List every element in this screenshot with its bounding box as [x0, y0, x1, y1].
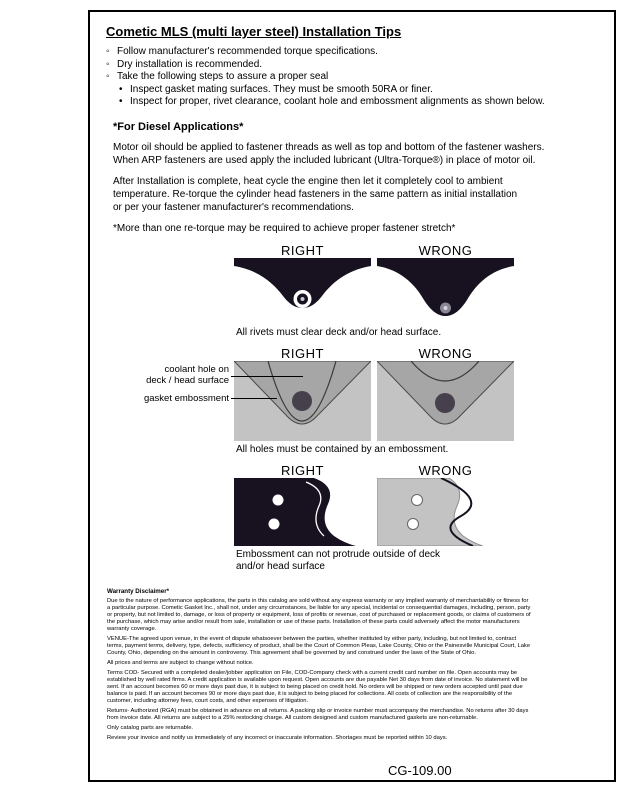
paragraph-line: When ARP fasteners are used apply the included lubricant (Ultra-Torque®) in place of motor oil.	[113, 154, 536, 166]
wrong-label: WRONG	[418, 462, 473, 478]
list-item	[106, 59, 604, 72]
figures-section	[143, 242, 514, 580]
page-frame	[88, 10, 616, 782]
deck-edge-right-diagram	[234, 478, 371, 546]
page-title: Cometic MLS (multi layer steel) Installation Tips	[106, 24, 402, 39]
disclaimer-paragraph: All prices and terms are subject to change without notice.	[107, 659, 254, 666]
right-label: RIGHT	[281, 345, 324, 361]
disclaimer-paragraph: VENUE-The agreed upon venue, in the event of dispute whatsoever between the parties, whether instituted by either party, including, but not limited to, contract terms, payment terms, delivery, type, defects, sufficiency of product, shall be the Court of Common Pleas, Lake County, Ohio or the Painesville Municipal Court, Lake County, Ohio, depending on the amount in controversy. This agreement shall be governed by and construed under the laws of the State of Ohio.	[107, 635, 531, 656]
pointer-line	[231, 376, 303, 377]
fig3-panels	[234, 478, 514, 546]
catalog-code: CG-109.00	[388, 763, 452, 778]
paragraph-line: After Installation is complete, heat cycle the engine then let it completely cool to ambient	[113, 175, 503, 187]
paragraph-line: *More than one re-torque may be required to achieve proper fastener stretch*	[113, 222, 456, 234]
diesel-applications-heading: *For Diesel Applications*	[113, 120, 244, 133]
coolant-hole-label: coolant hole on deck / head surface	[146, 363, 229, 386]
right-label: RIGHT	[281, 462, 324, 478]
bullet-icon: ◦	[106, 46, 110, 57]
sub-bullet-icon: •	[119, 83, 123, 95]
list-item-text: Follow manufacturer's recommended torque specifications.	[117, 46, 378, 57]
disclaimer-paragraph: Review your invoice and notify us immediately of any incorrect or inaccurate information. Shortages must be reported within 10 days.	[107, 734, 448, 741]
fig1-panels	[234, 258, 514, 324]
fig2-headers	[234, 346, 514, 361]
sub-list-item	[119, 96, 604, 109]
diesel-paragraph-1	[113, 141, 604, 167]
wrong-label: WRONG	[418, 345, 473, 361]
embossment-right-diagram	[234, 361, 371, 441]
fig1-headers	[234, 243, 514, 258]
diesel-paragraph-2	[113, 175, 604, 214]
list-item	[106, 46, 604, 59]
disclaimer-paragraph: Returns- Authorized (RGA) must be obtained in advance on all returns. A packing slip or invoice number must accompany the merchandise. No returns after 30 days from invoice date. All returns are subject to a 25% restocking charge. All custom designed and custom manufactured gaskets are non-returnable.	[107, 707, 529, 721]
sub-list-item-text: Inspect gasket mating surfaces. They must be smooth 50RA or finer.	[130, 83, 433, 95]
list-item-text: Dry installation is recommended.	[117, 58, 263, 70]
disclaimer-paragraph: Terms COD- Secured with a completed dealer/jobber application on File, COD-Company check with a current credit card number on file. Open accounts may be established by well rated firms. A credit application is available upon request. Open accounts are due payable Net 30 days from date of invoice. No statement will be sent. If an account becomes 60 or more days past due, it is subject to being placed on credit hold. No orders will be shipped or new orders accepted until past due balance is paid. If an account becomes 90 or more days past due, it is subject to being placed for collections. All costs of collection are the responsibility of the customer, including attorney fees, court costs, and other expenses of litigation.	[107, 669, 528, 704]
diesel-paragraph-3	[113, 222, 604, 235]
fig3-caption: Embossment can not protrude outside of deck and/or head surface	[236, 548, 441, 572]
pointer-line	[231, 398, 277, 399]
bullet-icon: ◦	[106, 58, 110, 70]
fig2-caption: All holes must be contained by an embossment.	[236, 443, 449, 455]
sub-list-item	[119, 84, 604, 97]
paragraph-line: Motor oil should be applied to fastener threads as well as top and bottom of the fastener washers.	[113, 141, 545, 153]
sub-list-item-text: Inspect for proper, rivet clearance, coolant hole and embossment alignments as shown below.	[130, 96, 545, 107]
bullet-icon: ◦	[106, 71, 110, 82]
right-label: RIGHT	[281, 242, 324, 258]
disclaimer-paragraph: Only catalog parts are returnable.	[107, 724, 194, 731]
embossment-wrong-diagram	[377, 361, 514, 441]
paragraph-line: or per your fastener manufacturer's recommendations.	[113, 201, 354, 213]
fig2-panels	[234, 361, 514, 441]
wrong-label: WRONG	[418, 242, 473, 258]
paragraph-line: temperature. Re-torque the cylinder head fasteners in the same pattern as initial installation	[113, 188, 518, 200]
sub-bullet-icon: •	[119, 96, 123, 107]
rivet-right-diagram	[234, 258, 371, 324]
deck-edge-wrong-diagram	[377, 478, 514, 546]
warranty-disclaimer	[107, 588, 531, 742]
gasket-embossment-label: gasket embossment	[143, 392, 229, 404]
fig3-headers	[234, 463, 514, 478]
list-item-text: Take the following steps to assure a proper seal	[117, 71, 329, 82]
disclaimer-paragraph: Due to the nature of performance applications, the parts in this catalog are sold without any express warranty or any implied warranty of merchantability or fitness for a particular purpose. Cometic Gasket Inc., shall not, under any circumstances, be liable for any special, incidental or consequential damages, including, person, party or property, but not limited to, damage, or loss of property or equipment, loss of profits or revenue, cost of purchased or replacement goods, or claims of customers of the purchase, which may arise and/or result from sale, installation or use of these parts. Installation of these parts could adversely affect the motor manufacturers warranty coverage.	[107, 597, 531, 632]
list-item	[106, 71, 604, 84]
disclaimer-heading: Warranty Disclaimer*	[107, 587, 170, 595]
rivet-wrong-diagram	[377, 258, 514, 324]
fig1-caption: All rivets must clear deck and/or head surface.	[236, 326, 442, 338]
tips-list	[106, 46, 604, 109]
